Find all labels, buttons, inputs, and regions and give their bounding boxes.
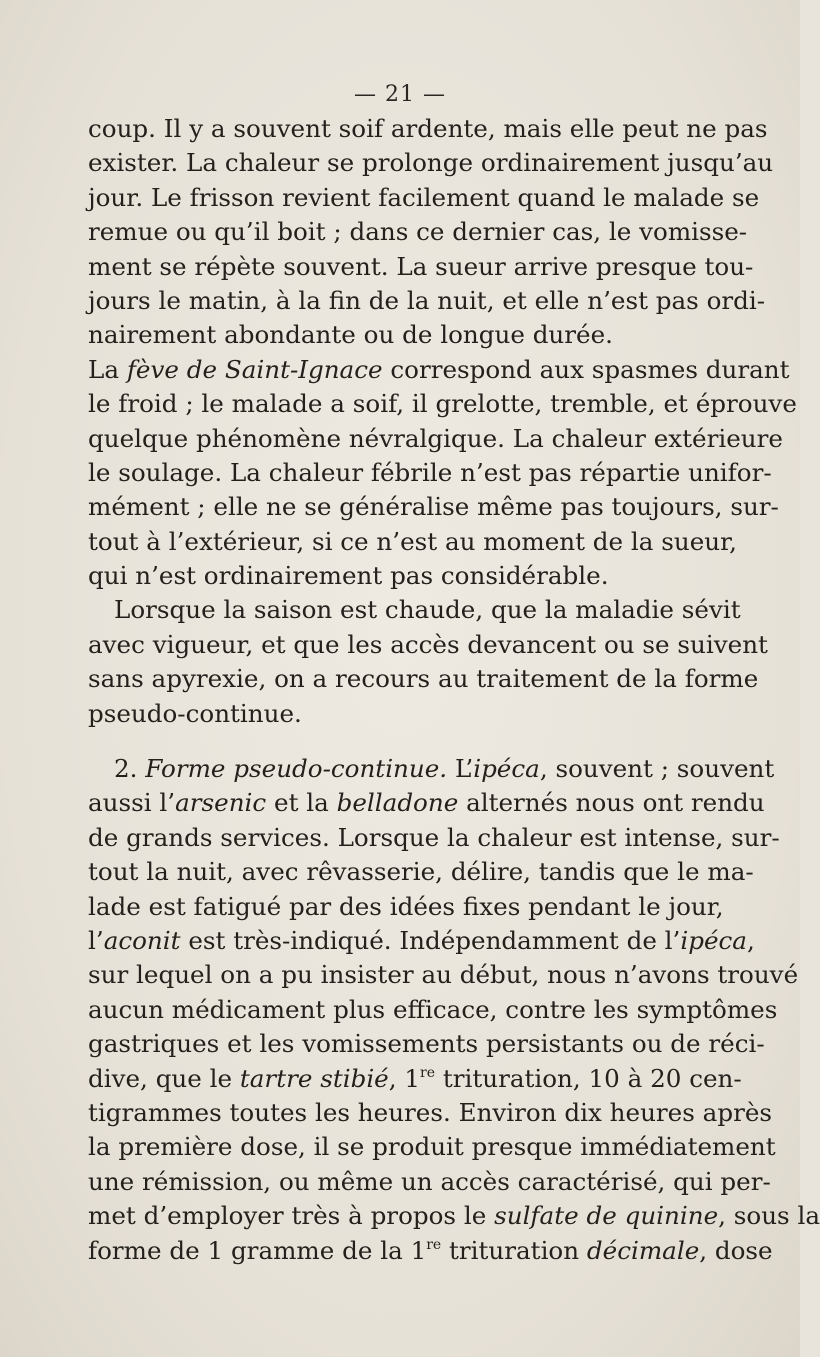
text-line: Lorsque la saison est chaude, que la maladie sévit: [114, 595, 741, 625]
text-line: tout la nuit, avec rêvasserie, délire, tandis que le ma-: [88, 857, 754, 887]
body-text: [88, 112, 820, 1268]
text-line: aucun médicament plus efficace, contre les symptômes: [88, 994, 778, 1024]
text-segment: trituration, 10 à 20 cen-: [435, 1063, 742, 1093]
text-segment: La: [88, 354, 127, 384]
text-line: quelque phénomène névralgique. La chaleur extérieure: [88, 423, 783, 453]
text-segment: alternés nous ont rendu: [458, 788, 765, 818]
text-line: sur lequel on a pu insister au début, nous n’avons trouvé: [88, 960, 799, 990]
text-line: tout à l’extérieur, si ce n’est au moment de la sueur,: [88, 526, 737, 556]
italic-term: ipéca: [680, 925, 747, 955]
text-segment: , 1: [388, 1063, 421, 1093]
italic-term: décimale: [586, 1235, 700, 1265]
paragraph: [88, 752, 820, 1268]
text-line: jour. Le frisson revient facilement quand le malade se: [88, 182, 760, 212]
text-line: jours le matin, à la fin de la nuit, et elle n’est pas ordi-: [88, 285, 766, 315]
paragraph: [88, 112, 774, 353]
text-segment: , souvent ; souvent: [539, 754, 775, 784]
text-line: [88, 1062, 742, 1096]
text-line: avec vigueur, et que les accès devancent ou se suivent: [88, 629, 768, 659]
text-line: [88, 1234, 773, 1268]
text-line: [88, 1199, 820, 1233]
text-segment: forme de 1 gramme de la 1: [88, 1235, 427, 1265]
text-line: une rémission, ou même un accès caractérisé, qui per-: [88, 1166, 771, 1196]
superscript: re: [426, 1236, 442, 1253]
text-segment: l’: [88, 925, 104, 955]
text-line: remue ou qu’il boit ; dans ce dernier cas, le vomisse-: [88, 217, 748, 247]
text-line: qui n’est ordinairement pas considérable.: [88, 561, 609, 591]
paragraph: [88, 593, 768, 731]
italic-term: aconit: [103, 925, 181, 955]
text-line: la première dose, il se produit presque immédiatement: [88, 1132, 776, 1162]
italic-term: sulfate de quinine: [494, 1201, 719, 1231]
text-line: ment se répète souvent. La sueur arrive presque tou-: [88, 251, 754, 281]
text-segment: , sous la: [718, 1201, 820, 1231]
text-line: mément ; elle ne se généralise même pas toujours, sur-: [88, 492, 779, 522]
text-segment: aussi l’: [88, 788, 176, 818]
italic-term: ipéca: [473, 754, 540, 784]
text-line: [88, 353, 790, 387]
italic-term: arsenic: [175, 788, 267, 818]
text-line: le soulage. La chaleur fébrile n’est pas répartie unifor-: [88, 457, 772, 487]
section-number: 2.: [114, 754, 146, 784]
text-line: [88, 786, 765, 820]
text-line: coup. Il y a souvent soif ardente, mais elle peut ne pas: [88, 114, 768, 143]
italic-term: tartre stibié: [239, 1063, 389, 1093]
text-line: gastriques et les vomissements persistants ou de réci-: [88, 1029, 765, 1059]
page-number: — 21 —: [354, 82, 446, 107]
text-segment: trituration: [441, 1235, 587, 1265]
text-segment: L’: [447, 754, 474, 784]
paragraph: [88, 353, 797, 594]
text-line: sans apyrexie, on a recours au traitement de la forme: [88, 664, 759, 694]
text-segment: dive, que le: [88, 1063, 240, 1093]
text-segment: ,: [746, 925, 755, 955]
section-heading: Forme pseudo-continue.: [145, 754, 448, 784]
italic-term: belladone: [336, 788, 459, 818]
text-line: nairement abondante ou de longue durée.: [88, 320, 613, 350]
text-line: le froid ; le malade a soif, il grelotte, tremble, et éprouve: [88, 389, 797, 419]
text-segment: met d’employer très à propos le: [88, 1201, 495, 1231]
superscript: re: [420, 1064, 436, 1081]
paragraph-gap: [88, 731, 718, 752]
text-line: [88, 752, 775, 786]
italic-term: fève de Saint-Ignace: [126, 354, 383, 384]
text-line: de grands services. Lorsque la chaleur est intense, sur-: [88, 822, 780, 852]
text-segment: correspond aux spasmes durant: [382, 354, 790, 384]
text-segment: , dose: [699, 1235, 773, 1265]
text-segment: est très-indiqué. Indépendamment de l’: [180, 925, 681, 955]
text-line: [88, 924, 755, 958]
text-line: tigrammes toutes les heures. Environ dix heures après: [88, 1097, 773, 1127]
text-line: lade est fatigué par des idées fixes pendant le jour,: [88, 891, 724, 921]
text-line: exister. La chaleur se prolonge ordinairement jusqu’au: [88, 148, 774, 178]
text-segment: et la: [266, 788, 337, 818]
text-line: pseudo-continue.: [88, 698, 302, 728]
